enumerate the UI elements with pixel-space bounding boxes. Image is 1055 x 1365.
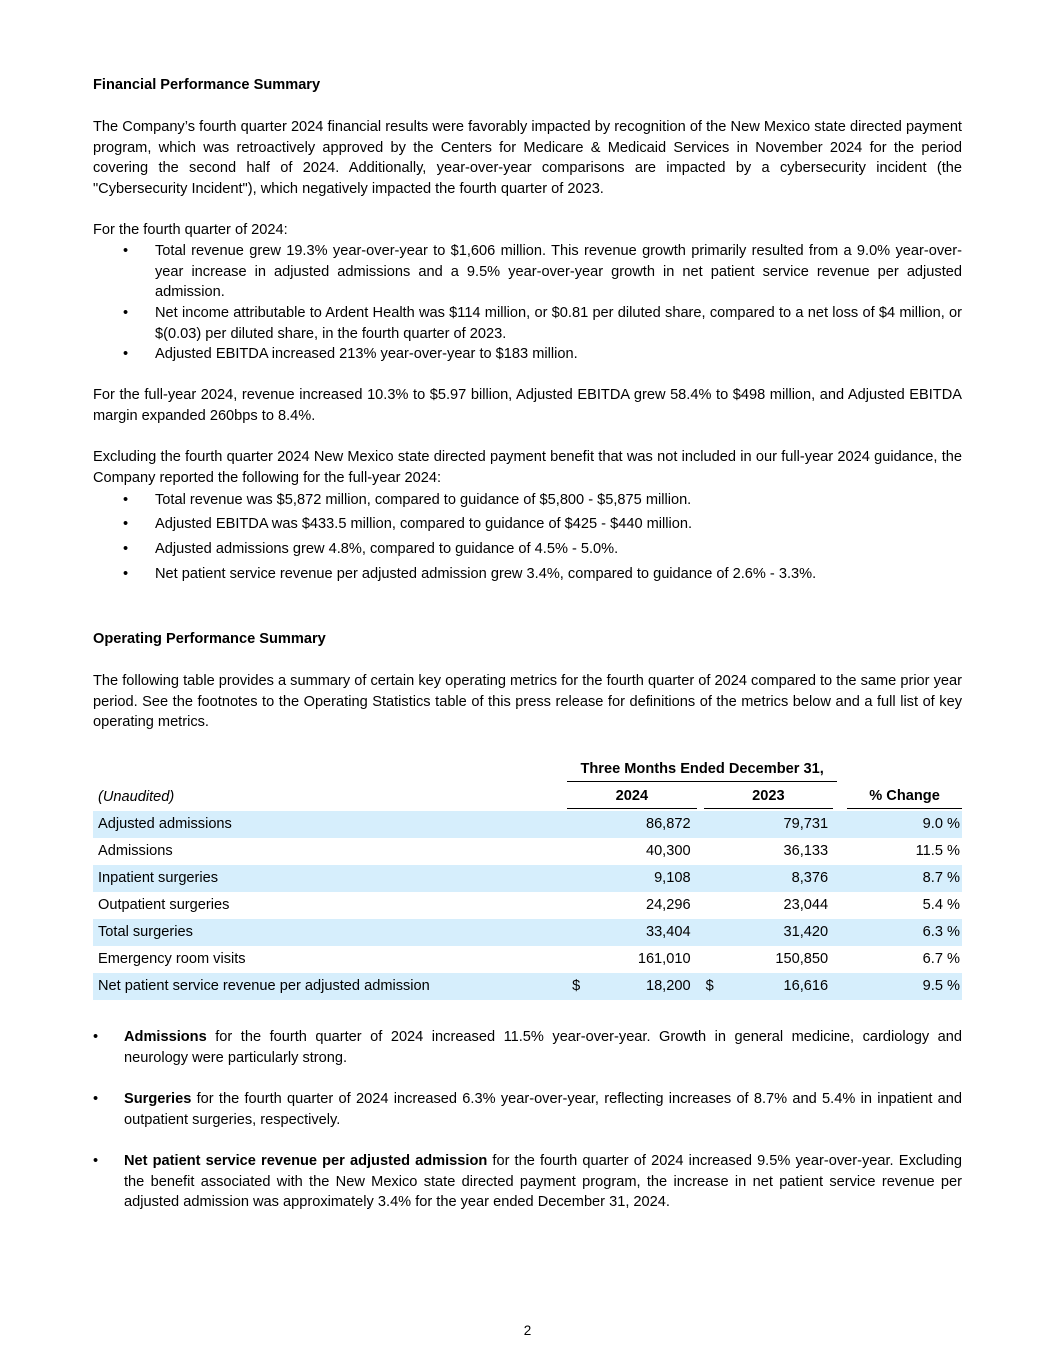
group-header-three-months: Three Months Ended December 31, <box>567 759 837 783</box>
table-row <box>93 838 962 865</box>
value-2024: 86,872 <box>587 811 700 838</box>
bullet-marker: • <box>93 1091 99 1107</box>
currency-2023 <box>701 919 723 946</box>
note-text <box>124 1151 962 1213</box>
bullet-marker: • <box>123 516 129 532</box>
q4-lead-text: For the fourth quarter of 2024: <box>93 222 288 238</box>
note-bold-lead: Surgeries <box>124 1091 192 1107</box>
value-2024: 161,010 <box>637 951 691 968</box>
table-row <box>93 919 962 946</box>
bullet-marker: • <box>123 305 129 321</box>
value-2024: 18,200 <box>587 973 700 1000</box>
value-2023: 8,376 <box>723 865 837 892</box>
bullet-marker: • <box>123 243 129 259</box>
value-change: 6.3 % <box>837 919 962 946</box>
note-body: for the fourth quarter of 2024 increased 11.5% year-over-year. Growth in general medicine, cardiology and neurology were particularly strong. <box>124 1029 962 1066</box>
guidance-bullet-text: Net patient service revenue per adjusted admission grew 3.4%, compared to guidance of 2.6% - 3.3%. <box>155 566 817 582</box>
financial-summary-heading: Financial Performance Summary <box>93 77 321 93</box>
metric-label: Net patient service revenue per adjusted admission <box>93 973 567 1000</box>
value-2023: 23,044 <box>783 897 829 914</box>
value-change: 9.0 % <box>837 811 962 838</box>
note-body: for the fourth quarter of 2024 increased 9.5% year-over-year. Excluding the benefit associated with the New Mexico state directed payment program, the increase in net patient service revenue per adjusted admission was approximately 3.4% for the year ended December 31, 2024. <box>124 1153 962 1211</box>
table-row <box>93 892 962 919</box>
metric-label: Adjusted admissions <box>93 811 567 838</box>
currency-2023 <box>701 892 723 919</box>
note-body: for the fourth quarter of 2024 increased 6.3% year-over-year, reflecting increases of 8.7% and 5.4% in inpatient and outpatient surgeries, respectively. <box>124 1091 962 1128</box>
column-header-change: % Change <box>847 786 962 810</box>
currency-2023 <box>701 811 723 838</box>
table-column-header-row <box>93 784 962 811</box>
bullet-marker: • <box>123 566 129 582</box>
bullet-marker: • <box>123 541 129 557</box>
value-2023: 16,616 <box>723 973 837 1000</box>
currency-2024 <box>567 892 587 919</box>
guidance-bullet-text: Total revenue was $5,872 million, compared to guidance of $5,800 - $5,875 million. <box>155 492 692 508</box>
financial-intro-paragraph: The Company’s fourth quarter 2024 financial results were favorably impacted by recognition of the New Mexico state directed payment program, which was retroactively approved by the Centers for Medicare & Medicaid Services in November 2024 for the period covering the second half of 2024. Additionally, year-over-year comparisons are impacted by a cybersecurity incident (the "Cybersecurity Incident"), which negatively impacted the fourth quarter of 2023. <box>93 119 962 198</box>
value-2024: 24,296 <box>645 897 691 914</box>
operating-summary-heading: Operating Performance Summary <box>93 631 326 647</box>
value-2023: 36,133 <box>783 843 829 860</box>
table-row <box>93 946 962 973</box>
currency-2024 <box>567 838 587 865</box>
page-number: 2 <box>523 1323 532 1338</box>
note-bold-lead: Net patient service revenue per adjusted admission <box>124 1153 488 1169</box>
note-bold-lead: Admissions <box>124 1029 207 1045</box>
currency-2023 <box>701 838 723 865</box>
metric-label: Total surgeries <box>93 919 567 946</box>
table-row <box>93 973 962 1000</box>
currency-2024 <box>567 919 587 946</box>
note-text <box>124 1027 962 1068</box>
value-change: 11.5 % <box>915 843 960 860</box>
table-group-header-row <box>93 757 962 784</box>
guidance-bullet-text: Adjusted EBITDA was $433.5 million, compared to guidance of $425 - $440 million. <box>155 516 693 532</box>
table-body <box>93 811 962 1000</box>
column-header-2024: 2024 <box>567 786 696 810</box>
currency-2023 <box>701 946 723 973</box>
value-2024: 9,108 <box>587 865 700 892</box>
guidance-bullet-text: Adjusted admissions grew 4.8%, compared to guidance of 4.5% - 5.0%. <box>155 541 619 557</box>
q4-bullet-text: Total revenue grew 19.3% year-over-year to $1,606 million. This revenue growth primarily resulted from a 9.0% year-over-year increase in adjusted admissions and a 9.5% year-over-year growth in net patient service revenue per adjusted admission. <box>155 243 962 301</box>
currency-2024: $ <box>567 973 587 1000</box>
value-2024: 40,300 <box>645 843 691 860</box>
currency-2024 <box>567 811 587 838</box>
currency-2024 <box>567 865 587 892</box>
metric-label: Admissions <box>98 843 173 860</box>
q4-bullet-text: Net income attributable to Ardent Health was $114 million, or $0.81 per diluted share, compared to a net loss of $4 million, or $(0.03) per diluted share, in the fourth quarter of 2023. <box>155 305 962 342</box>
excluding-paragraph: Excluding the fourth quarter 2024 New Mexico state directed payment benefit that was not included in our full-year 2024 guidance, the Company reported the following for the full-year 2024: <box>93 449 962 486</box>
note-text <box>124 1089 962 1130</box>
value-2024: 33,404 <box>587 919 700 946</box>
table-row <box>93 811 962 838</box>
value-change: 5.4 % <box>922 897 960 914</box>
metric-label: Outpatient surgeries <box>98 897 230 914</box>
unaudited-label: (Unaudited) <box>98 789 175 806</box>
bullet-marker: • <box>123 346 129 362</box>
operating-metrics-table <box>93 757 962 1000</box>
bullet-marker: • <box>123 492 129 508</box>
value-2023: 31,420 <box>723 919 837 946</box>
bullet-marker: • <box>93 1153 99 1169</box>
metric-label: Inpatient surgeries <box>93 865 567 892</box>
table-row <box>93 865 962 892</box>
value-2023: 79,731 <box>723 811 837 838</box>
currency-2023: $ <box>701 973 723 1000</box>
value-change: 6.7 % <box>922 951 960 968</box>
fullyear-paragraph: For the full-year 2024, revenue increased 10.3% to $5.97 billion, Adjusted EBITDA grew 58.4% to $498 million, and Adjusted EBITDA margin expanded 260bps to 8.4%. <box>93 387 962 424</box>
value-change: 8.7 % <box>837 865 962 892</box>
operating-intro-paragraph: The following table provides a summary of certain key operating metrics for the fourth quarter of 2024 compared to the same prior year period. See the footnotes to the Operating Statistics table of this press release for definitions of the metrics below and a full list of key operating metrics. <box>93 673 962 731</box>
value-2023: 150,850 <box>775 951 829 968</box>
value-change: 9.5 % <box>837 973 962 1000</box>
metric-label: Emergency room visits <box>98 951 246 968</box>
q4-bullet-text: Adjusted EBITDA increased 213% year-over-year to $183 million. <box>155 346 578 362</box>
currency-2023 <box>701 865 723 892</box>
bullet-marker: • <box>93 1029 99 1045</box>
currency-2024 <box>567 946 587 973</box>
column-header-2023: 2023 <box>704 786 834 810</box>
